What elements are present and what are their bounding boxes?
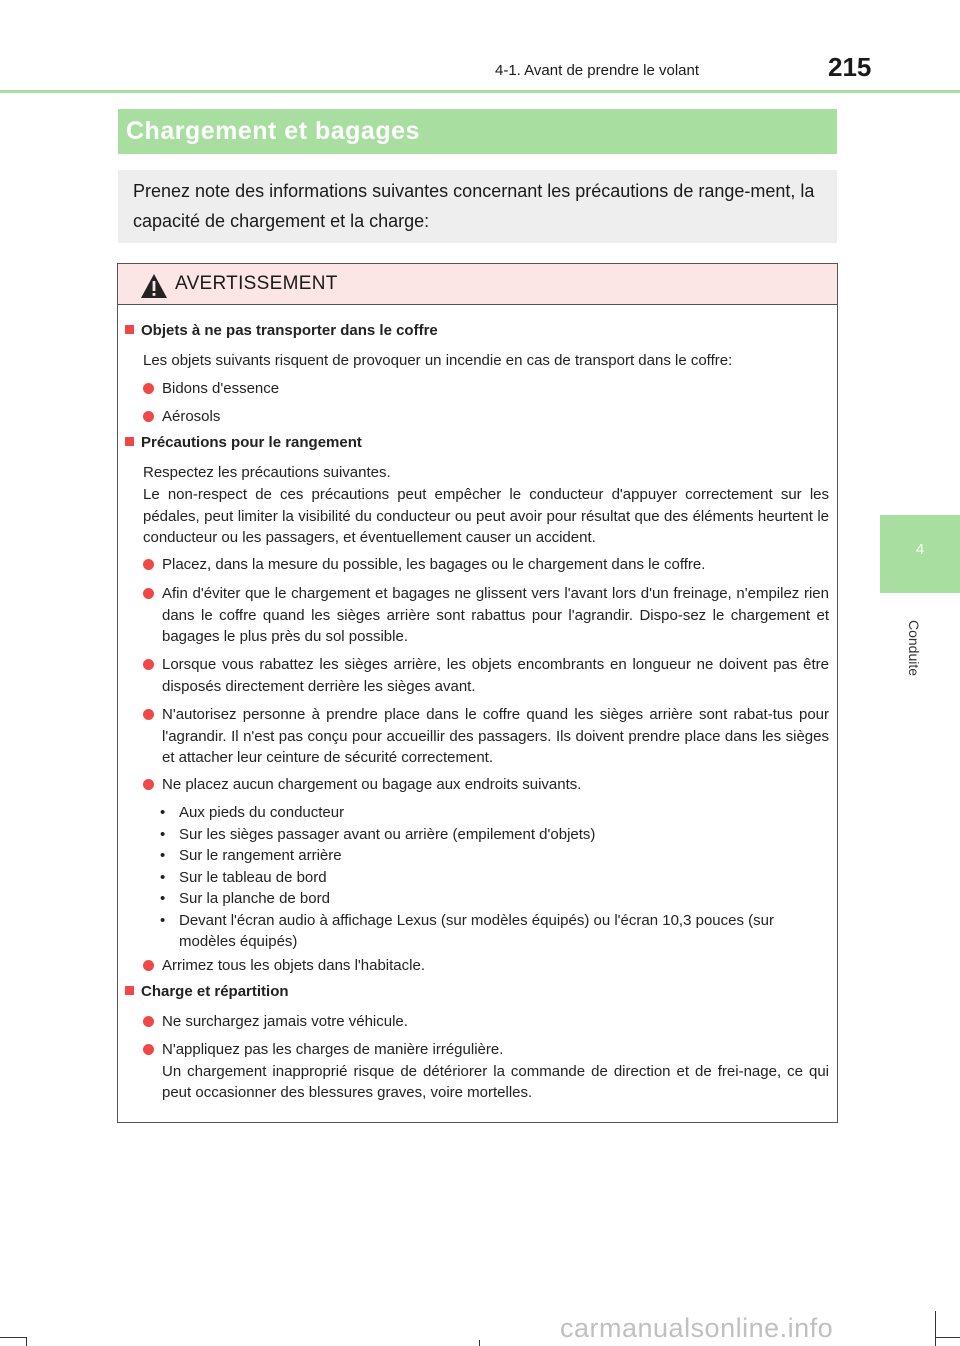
- list-item: Afin d'éviter que le chargement et bagages ne glissent vers l'avant lors d'un freinage, n'empilez rien dans le coffre quand les sièges arrière sont rabattus pour l'agrandir. Dispo-sez le chargement et bagages le plus près du sol possible.: [143, 583, 829, 648]
- section-text: Les objets suivants risquent de provoquer un incendie en cas de transport dans le coffre:: [143, 352, 733, 369]
- section-text: Le non-respect de ces précautions peut empêcher le conducteur d'appuyer correctement sur les pédales, peut limiter la visibilité du conducteur ou peut avoir pour résultat que des éléments heurtent le conducteur ou les passagers, et éventuellement causer un accident.: [143, 486, 829, 546]
- chapter-tab: [880, 515, 960, 593]
- bullet-icon: [143, 411, 154, 422]
- section-text: Respectez les précautions suivantes.: [143, 464, 391, 481]
- page-number: 215: [828, 52, 872, 82]
- section-heading: Charge et répartition: [125, 983, 289, 1000]
- sub-list-item: • Sur les sièges passager avant ou arrière (empilement d'objets): [160, 825, 596, 843]
- bullet-icon: [143, 709, 154, 720]
- crop-mark: [935, 1311, 936, 1346]
- crop-mark: [0, 1337, 26, 1338]
- warning-header: [118, 264, 837, 305]
- section-heading: Objets à ne pas transporter dans le coffre: [125, 322, 438, 339]
- section-title-bar: [118, 109, 837, 154]
- sub-list-item: • Sur le rangement arrière: [160, 847, 342, 864]
- bullet-icon: [143, 659, 154, 670]
- intro-box: [118, 170, 837, 243]
- chapter-number: 4: [915, 541, 925, 558]
- warning-label: AVERTISSEMENT: [175, 273, 338, 294]
- list-item: N'appliquez pas les charges de manière irrégulière. Un chargement inapproprié risque de détériorer la commande de direction et de frei-nage, ce qui peut occasionner des blessures graves, voire mortelles.: [143, 1039, 829, 1104]
- section-heading: Précautions pour le rangement: [125, 434, 362, 451]
- square-bullet-icon: [125, 986, 134, 995]
- section-title: Chargement et bagages: [126, 117, 420, 145]
- list-item: Ne surchargez jamais votre véhicule.: [143, 1011, 829, 1033]
- list-item: Placez, dans la mesure du possible, les bagages ou le chargement dans le coffre.: [143, 554, 829, 576]
- header-rule: [0, 90, 960, 93]
- sub-list-item: • Sur la planche de bord: [160, 890, 330, 907]
- warning-box: [117, 263, 838, 1123]
- bullet-icon: [143, 1016, 154, 1027]
- warning-triangle-icon: [140, 273, 168, 299]
- bullet-icon: [143, 588, 154, 599]
- sub-list-item: • Sur le tableau de bord: [160, 868, 327, 886]
- bullet-icon: [143, 960, 154, 971]
- crop-mark: [479, 1340, 480, 1346]
- bullet-icon: [143, 1044, 154, 1055]
- sub-list-item: • Aux pieds du conducteur: [160, 804, 345, 821]
- square-bullet-icon: [125, 437, 134, 446]
- bullet-icon: [143, 559, 154, 570]
- intro-text: Prenez note des informations suivantes concernant les précautions de range-ment, la capacité de chargement et la charge:: [133, 181, 815, 231]
- chapter-label: Conduite: [906, 619, 922, 677]
- sub-list-item: • Devant l'écran audio à affichage Lexus (sur modèles équipés) ou l'écran 10,3 pouces (sur modèles équipés): [160, 911, 774, 950]
- crop-mark: [935, 1337, 960, 1338]
- bullet-icon: [143, 779, 154, 790]
- running-head: 4-1. Avant de prendre le volant: [495, 62, 700, 79]
- bullet-icon: [143, 383, 154, 394]
- list-item: Lorsque vous rabattez les sièges arrière, les objets encombrants en longueur ne doivent pas être disposés directement derrière les sièges avant.: [143, 654, 829, 697]
- list-item: Bidons d'essence: [143, 378, 829, 400]
- crop-mark: [26, 1337, 27, 1346]
- watermark: carmanualsonline.info: [560, 1313, 834, 1343]
- list-item: Ne placez aucun chargement ou bagage aux endroits suivants.: [143, 774, 829, 796]
- list-item: N'autorisez personne à prendre place dans le coffre quand les sièges arrière sont rabat-tus pour l'agrandir. Il n'est pas conçu pour accueillir des passagers. Ils doivent prendre place dans les sièges et attacher leur ceinture de sécurité correctement.: [143, 704, 829, 769]
- list-item: Arrimez tous les objets dans l'habitacle.: [143, 955, 829, 977]
- square-bullet-icon: [125, 325, 134, 334]
- list-item: Aérosols: [143, 406, 829, 428]
